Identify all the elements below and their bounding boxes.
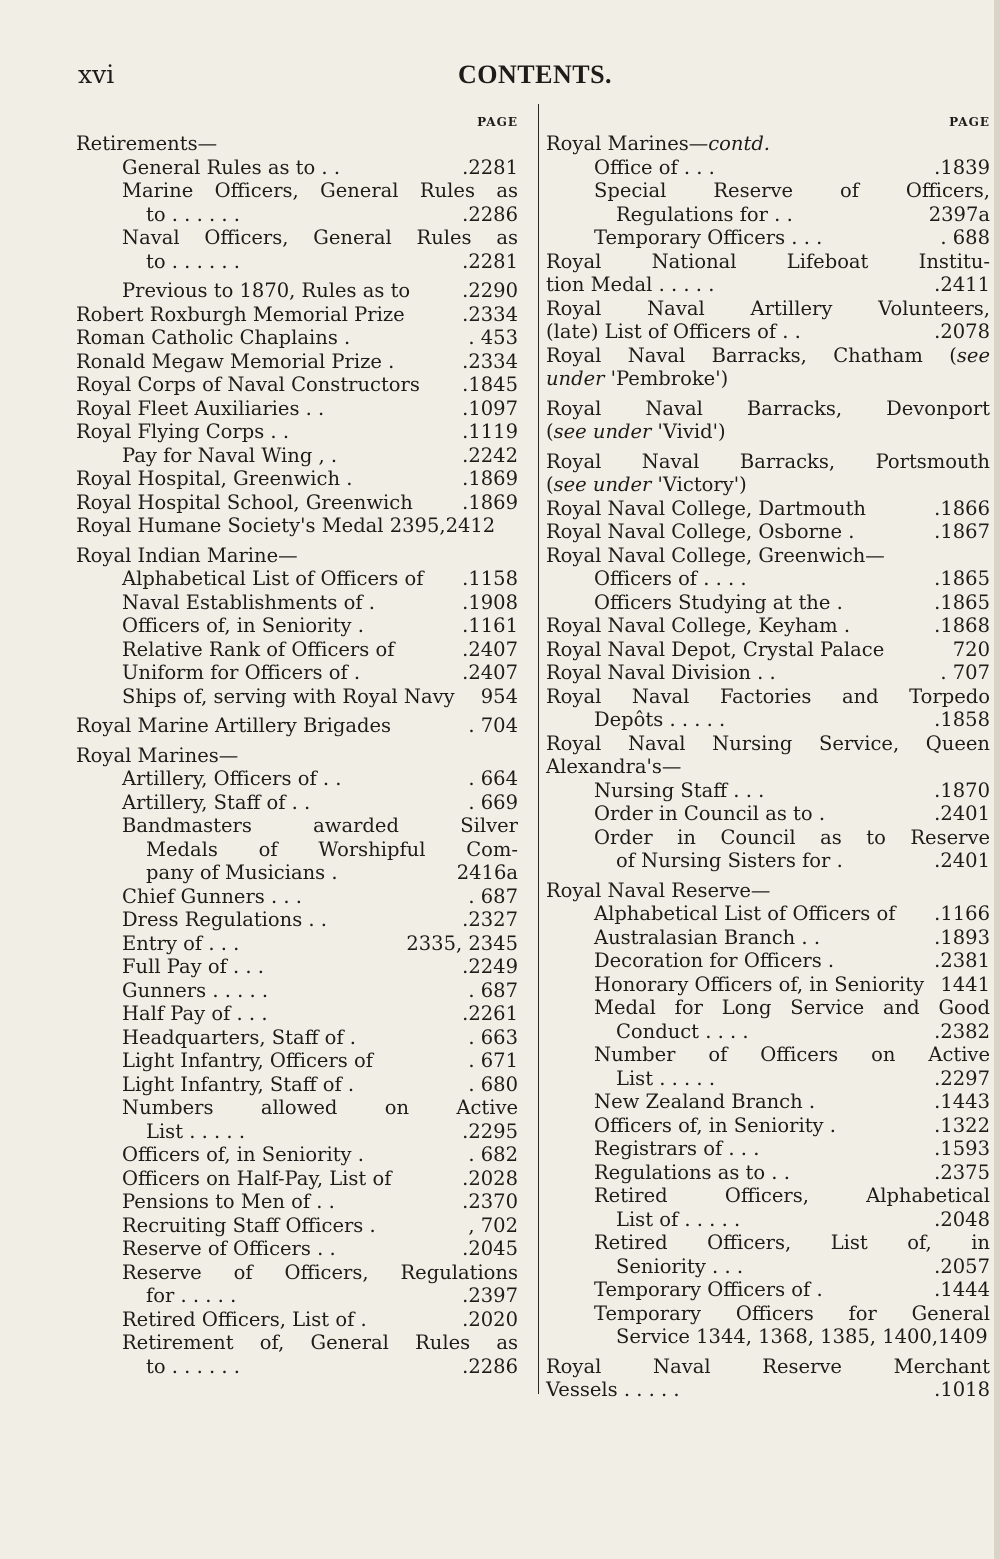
entry-text: Uniform for Officers of . bbox=[122, 661, 361, 684]
index-entry bbox=[76, 226, 518, 250]
entry-page-number: .2334 bbox=[462, 349, 518, 373]
entry-text: to . . . . . . bbox=[146, 249, 240, 273]
entry-text: to . . . . . . bbox=[146, 1354, 240, 1378]
entry-page-number: .2375 bbox=[934, 1160, 990, 1184]
entry-page-number: .1097 bbox=[462, 396, 518, 420]
entry-page-number: .2242 bbox=[462, 443, 518, 467]
index-entry bbox=[76, 591, 518, 615]
entry-text: Alphabetical List of Officers of bbox=[122, 567, 424, 590]
index-entry bbox=[546, 297, 990, 321]
index-entry bbox=[76, 467, 518, 491]
entry-text: for . . . . . bbox=[146, 1284, 237, 1307]
entry-text: Retired Officers, List of . bbox=[122, 1307, 367, 1331]
entry-page-number: . 671 bbox=[468, 1049, 518, 1072]
entry-page-number: .2381 bbox=[934, 949, 990, 972]
index-entry bbox=[546, 849, 990, 873]
index-entry bbox=[546, 826, 990, 850]
index-entry bbox=[546, 1020, 990, 1044]
entry-text: Ronald Megaw Memorial Prize . bbox=[76, 349, 395, 373]
entry-page-number: .2401 bbox=[934, 802, 990, 825]
entry-text: Royal Naval College, Keyham . bbox=[546, 614, 851, 637]
index-entry bbox=[76, 444, 518, 468]
index-entry bbox=[76, 326, 518, 350]
entry-text: Royal Naval Barracks, Chatham (see bbox=[546, 343, 990, 367]
entry-text: Royal Hospital School, Greenwich bbox=[76, 490, 413, 514]
index-entry bbox=[546, 544, 990, 568]
entry-text: Dress Regulations . . bbox=[122, 908, 328, 931]
entry-page-number: 2397a bbox=[928, 202, 990, 226]
index-entry bbox=[546, 250, 990, 274]
index-entry bbox=[76, 661, 518, 685]
entry-text: Royal Naval Factories and Torpedo bbox=[546, 684, 990, 708]
entry-text: Office of . . . bbox=[594, 155, 715, 179]
index-entry bbox=[76, 250, 518, 274]
index-entry bbox=[76, 373, 518, 397]
entry-text: Royal Naval College, Dartmouth bbox=[546, 496, 866, 520]
entry-text: Temporary Officers for General bbox=[594, 1301, 990, 1325]
index-entry bbox=[76, 1331, 518, 1355]
entry-page-number: .1868 bbox=[934, 614, 990, 637]
entry-text: Royal National Lifeboat Institu- bbox=[546, 249, 990, 273]
entry-text: Chief Gunners . . . bbox=[122, 884, 302, 908]
entry-page-number: .1908 bbox=[462, 590, 518, 614]
index-entry bbox=[546, 179, 990, 203]
entry-text: Vessels . . . . . bbox=[546, 1378, 680, 1401]
entry-page-number: .2327 bbox=[462, 908, 518, 931]
index-entry bbox=[76, 791, 518, 815]
entry-text: Retired Officers, Alphabetical bbox=[594, 1184, 990, 1207]
index-entry bbox=[546, 473, 990, 497]
entry-text: Naval Establishments of . bbox=[122, 590, 375, 614]
index-entry bbox=[546, 591, 990, 615]
index-entry bbox=[546, 1114, 990, 1138]
entry-page-number: .1869 bbox=[462, 467, 518, 490]
entry-text: Retired Officers, List of, in bbox=[594, 1231, 990, 1254]
entry-text: Bandmasters awarded Silver bbox=[122, 814, 518, 837]
entry-page-number: .1443 bbox=[934, 1090, 990, 1113]
index-entry bbox=[546, 450, 990, 474]
index-entry bbox=[546, 1355, 990, 1379]
index-entry bbox=[546, 902, 990, 926]
entry-page-number: .1869 bbox=[462, 490, 518, 514]
index-entry bbox=[76, 638, 518, 662]
entry-page-number: .2334 bbox=[462, 302, 518, 326]
entry-page-number: .2281 bbox=[462, 249, 518, 273]
index-entry bbox=[546, 614, 990, 638]
index-entry bbox=[76, 156, 518, 180]
entry-page-number: . 704 bbox=[468, 714, 518, 737]
entry-text: Royal Fleet Auxiliaries . . bbox=[76, 396, 325, 420]
entry-text: Officers Studying at the . bbox=[594, 590, 843, 614]
entry-text: Order in Council as to . bbox=[594, 802, 826, 825]
index-entry bbox=[546, 1208, 990, 1232]
index-entry bbox=[546, 497, 990, 521]
entry-text: Officers on Half-Pay, List of bbox=[122, 1166, 392, 1190]
entry-page-number: .1166 bbox=[934, 902, 990, 925]
index-entry bbox=[76, 1120, 518, 1144]
index-entry bbox=[76, 979, 518, 1003]
entry-page-number: .2382 bbox=[934, 1019, 990, 1043]
index-entry bbox=[76, 1261, 518, 1285]
entry-page-number: .1845 bbox=[462, 373, 518, 396]
index-entry bbox=[76, 279, 518, 303]
entry-text: Retirements— bbox=[76, 132, 218, 155]
entry-page-number: .2411 bbox=[934, 273, 990, 296]
index-entry bbox=[76, 350, 518, 374]
entry-text: Gunners . . . . . bbox=[122, 978, 269, 1002]
index-entry bbox=[76, 544, 518, 568]
entry-text: Officers of, in Seniority . bbox=[122, 1143, 364, 1166]
index-entry bbox=[546, 420, 990, 444]
entry-text: Royal Naval Barracks, Devonport bbox=[546, 396, 990, 420]
entry-text: Medal for Long Service and Good bbox=[594, 996, 990, 1019]
entry-text: Royal Marines—contd. bbox=[546, 132, 771, 155]
index-entry bbox=[546, 1161, 990, 1185]
index-entry bbox=[546, 1278, 990, 1302]
entry-page-number: 2416a bbox=[456, 861, 518, 884]
entry-page-number: .1593 bbox=[934, 1137, 990, 1160]
entry-text: Entry of . . . bbox=[122, 931, 240, 955]
index-entry bbox=[76, 1167, 518, 1191]
right-column bbox=[546, 112, 990, 1402]
index-entry bbox=[76, 567, 518, 591]
entry-text: General Rules as to . . bbox=[122, 155, 341, 179]
entry-text: Honorary Officers of, in Seniority bbox=[594, 972, 925, 996]
entry-text: Regulations for . . bbox=[616, 202, 793, 226]
entry-text: (see under 'Victory') bbox=[546, 473, 747, 496]
entry-text: Royal Marines— bbox=[76, 743, 239, 767]
entry-page-number: .2407 bbox=[462, 637, 518, 661]
entry-text: to . . . . . . bbox=[146, 202, 240, 226]
entry-text: Service 1344, 1368, 1385, 1400,1409 bbox=[616, 1325, 988, 1348]
index-entry bbox=[546, 1378, 990, 1402]
entry-page-number: .2401 bbox=[934, 849, 990, 872]
index-entry bbox=[76, 885, 518, 909]
entry-page-number: .1893 bbox=[934, 925, 990, 949]
index-entry bbox=[546, 520, 990, 544]
entry-page-number: .2286 bbox=[462, 1354, 518, 1378]
index-entry bbox=[546, 273, 990, 297]
entry-page-number: 954 bbox=[480, 684, 518, 708]
index-entry bbox=[546, 949, 990, 973]
index-entry bbox=[76, 1049, 518, 1073]
entry-text: Decoration for Officers . bbox=[594, 949, 835, 972]
entry-text: Marine Officers, General Rules as bbox=[122, 179, 518, 202]
index-entry bbox=[546, 996, 990, 1020]
page-title: CONTENTS. bbox=[458, 60, 613, 89]
entry-text: Retirement of, General Rules as bbox=[122, 1331, 518, 1354]
entry-page-number: .1866 bbox=[934, 496, 990, 520]
index-entry bbox=[76, 614, 518, 638]
index-entry bbox=[76, 1096, 518, 1120]
entry-page-number: .2020 bbox=[462, 1307, 518, 1331]
entry-text: Royal Flying Corps . . bbox=[76, 420, 290, 443]
entry-page-number: .2370 bbox=[462, 1190, 518, 1213]
entry-page-number: . 453 bbox=[468, 326, 518, 349]
entry-text: Order in Council as to Reserve bbox=[594, 825, 990, 849]
index-entry bbox=[546, 567, 990, 591]
index-entry bbox=[76, 908, 518, 932]
index-entry bbox=[546, 879, 990, 903]
entry-text: (see under 'Vivid') bbox=[546, 420, 726, 443]
entry-text: Royal Naval Depot, Crystal Palace bbox=[546, 637, 885, 661]
entry-page-number: . 688 bbox=[940, 226, 990, 249]
index-entry bbox=[76, 203, 518, 227]
index-entry bbox=[546, 1090, 990, 1114]
index-entry bbox=[76, 767, 518, 791]
entry-page-number: .1158 bbox=[462, 567, 518, 590]
entry-text: List . . . . . bbox=[146, 1119, 246, 1143]
index-entry bbox=[546, 802, 990, 826]
index-entry bbox=[546, 779, 990, 803]
index-entry bbox=[546, 1184, 990, 1208]
entry-text: Nursing Staff . . . bbox=[594, 778, 765, 802]
entry-text: Royal Naval Reserve— bbox=[546, 878, 771, 902]
index-entry bbox=[76, 814, 518, 838]
entry-text: Medals of Worshipful Com- bbox=[146, 837, 518, 861]
entry-page-number: .2297 bbox=[934, 1066, 990, 1090]
index-entry bbox=[546, 367, 990, 391]
entry-page-number: .1870 bbox=[934, 778, 990, 802]
entry-text: Pensions to Men of . . bbox=[122, 1190, 335, 1213]
index-entry bbox=[546, 1043, 990, 1067]
entry-page-number: .2261 bbox=[462, 1002, 518, 1025]
entry-text: Royal Naval College, Greenwich— bbox=[546, 543, 885, 567]
index-entry bbox=[76, 1143, 518, 1167]
entry-page-number: .2281 bbox=[462, 155, 518, 179]
entry-page-number: . 707 bbox=[940, 661, 990, 684]
entry-text: Headquarters, Staff of . bbox=[122, 1025, 356, 1049]
index-entry bbox=[546, 755, 990, 779]
index-entry bbox=[546, 685, 990, 709]
entry-page-number: .2290 bbox=[462, 279, 518, 302]
index-entry bbox=[546, 1302, 990, 1326]
entry-text: Depôts . . . . . bbox=[594, 708, 726, 731]
entry-text: Royal Indian Marine— bbox=[76, 543, 298, 567]
entry-text: Pay for Naval Wing , . bbox=[122, 443, 338, 467]
index-entry bbox=[546, 661, 990, 685]
entry-page-number: .1322 bbox=[934, 1113, 990, 1137]
right-index-entries bbox=[546, 132, 990, 1402]
entry-text: Royal Hospital, Greenwich . bbox=[76, 467, 353, 490]
entry-text: Numbers allowed on Active bbox=[122, 1096, 518, 1119]
entry-text: Temporary Officers of . bbox=[594, 1278, 823, 1301]
entry-page-number: .2397 bbox=[462, 1284, 518, 1307]
entry-text: Registrars of . . . bbox=[594, 1137, 760, 1160]
index-entry bbox=[76, 685, 518, 709]
entry-page-number: .1865 bbox=[934, 590, 990, 614]
entry-text: Officers of . . . . bbox=[594, 567, 747, 590]
entry-text: Royal Marine Artillery Brigades bbox=[76, 714, 391, 737]
index-entry bbox=[546, 156, 990, 180]
index-entry bbox=[76, 1237, 518, 1261]
entry-text: Royal Humane Society's Medal 2395,2412 bbox=[76, 514, 496, 537]
index-entry bbox=[546, 1325, 990, 1349]
index-entry bbox=[76, 1308, 518, 1332]
page-column-label: PAGE bbox=[949, 115, 990, 129]
index-entry bbox=[76, 132, 518, 156]
entry-text: Relative Rank of Officers of bbox=[122, 637, 395, 661]
index-entry bbox=[76, 1214, 518, 1238]
entry-page-number: .1867 bbox=[934, 520, 990, 543]
entry-page-number: . 687 bbox=[468, 978, 518, 1002]
entry-text: New Zealand Branch . bbox=[594, 1090, 816, 1113]
index-entry bbox=[546, 397, 990, 421]
entry-text: Special Reserve of Officers, bbox=[594, 179, 990, 202]
entry-text: Officers of, in Seniority . bbox=[122, 614, 364, 637]
entry-page-number: .2045 bbox=[462, 1237, 518, 1260]
index-entry bbox=[546, 344, 990, 368]
column-divider bbox=[538, 104, 539, 1394]
index-entry bbox=[546, 708, 990, 732]
entry-text: Royal Naval Barracks, Portsmouth bbox=[546, 449, 990, 473]
entry-page-number: . 682 bbox=[468, 1143, 518, 1166]
entry-text: Full Pay of . . . bbox=[122, 955, 264, 978]
index-entry bbox=[76, 955, 518, 979]
entry-page-number: .1119 bbox=[462, 420, 518, 443]
entry-page-number: .1858 bbox=[934, 708, 990, 731]
entry-text: Royal Corps of Naval Constructors bbox=[76, 373, 420, 396]
entry-text: (late) List of Officers of . . bbox=[546, 320, 801, 343]
entry-text: Regulations as to . . bbox=[594, 1160, 790, 1184]
entry-text: Reserve of Officers . . bbox=[122, 1237, 336, 1260]
index-entry bbox=[76, 1355, 518, 1379]
index-entry bbox=[76, 932, 518, 956]
entry-page-number: .2295 bbox=[462, 1119, 518, 1143]
left-column bbox=[76, 112, 518, 1378]
entry-text: Roman Catholic Chaplains . bbox=[76, 326, 351, 349]
index-entry bbox=[76, 491, 518, 515]
entry-text: Half Pay of . . . bbox=[122, 1002, 268, 1025]
entry-text: Recruiting Staff Officers . bbox=[122, 1213, 376, 1237]
index-entry bbox=[546, 1231, 990, 1255]
entry-text: under 'Pembroke') bbox=[546, 367, 729, 390]
entry-text: Alexandra's— bbox=[546, 755, 682, 778]
entry-page-number: . 663 bbox=[468, 1025, 518, 1049]
entry-text: Conduct . . . . bbox=[616, 1019, 749, 1043]
entry-page-number: . 669 bbox=[468, 790, 518, 814]
index-entry bbox=[546, 973, 990, 997]
entry-text: Ships of, serving with Royal Navy bbox=[122, 684, 455, 708]
entry-text: Temporary Officers . . . bbox=[594, 226, 823, 249]
index-entry bbox=[76, 838, 518, 862]
entry-page-number: .2048 bbox=[934, 1207, 990, 1231]
index-entry bbox=[546, 1137, 990, 1161]
entry-page-number: 720 bbox=[952, 637, 990, 661]
entry-text: Naval Officers, General Rules as bbox=[122, 226, 518, 249]
entry-page-number: .1018 bbox=[934, 1378, 990, 1401]
index-entry bbox=[546, 1067, 990, 1091]
entry-text: Number of Officers on Active bbox=[594, 1043, 990, 1066]
entry-text: tion Medal . . . . . bbox=[546, 273, 715, 296]
index-entry bbox=[546, 638, 990, 662]
entry-text: Royal Naval Division . . bbox=[546, 661, 776, 684]
index-entry bbox=[76, 744, 518, 768]
index-entry bbox=[546, 320, 990, 344]
index-entry bbox=[546, 226, 990, 250]
entry-text: Seniority . . . bbox=[616, 1254, 744, 1278]
entry-text: Artillery, Officers of . . bbox=[122, 767, 342, 790]
index-entry bbox=[76, 303, 518, 327]
entry-page-number: .2057 bbox=[934, 1254, 990, 1278]
entry-text: List of . . . . . bbox=[616, 1207, 741, 1231]
page-column-label: PAGE bbox=[477, 115, 518, 129]
index-entry bbox=[76, 1190, 518, 1214]
entry-text: Royal Naval Artillery Volunteers, bbox=[546, 296, 990, 320]
index-entry bbox=[546, 132, 990, 156]
entry-text: Australasian Branch . . bbox=[594, 925, 821, 949]
entry-text: Previous to 1870, Rules as to bbox=[122, 279, 411, 302]
entry-text: List . . . . . bbox=[616, 1066, 716, 1090]
entry-page-number: .2249 bbox=[462, 955, 518, 978]
entry-text: Royal Naval Nursing Service, Queen bbox=[546, 731, 990, 755]
entry-text: Royal Naval Reserve Merchant bbox=[546, 1354, 990, 1378]
entry-page-number: 1441 bbox=[940, 972, 990, 996]
entry-page-number: . 687 bbox=[468, 884, 518, 908]
entry-page-number: . 680 bbox=[468, 1072, 518, 1096]
entry-text: Robert Roxburgh Memorial Prize bbox=[76, 302, 405, 326]
entry-page-number: .1444 bbox=[934, 1278, 990, 1301]
entry-page-number: 2335, 2345 bbox=[406, 931, 518, 955]
entry-text: Reserve of Officers, Regulations bbox=[122, 1260, 518, 1284]
entry-page-number: .1865 bbox=[934, 567, 990, 590]
entry-text: Artillery, Staff of . . bbox=[122, 790, 311, 814]
entry-page-number: .2028 bbox=[462, 1166, 518, 1190]
entry-text: of Nursing Sisters for . bbox=[616, 849, 843, 872]
entry-text: Light Infantry, Staff of . bbox=[122, 1072, 355, 1096]
index-entry bbox=[76, 714, 518, 738]
entry-text: Alphabetical List of Officers of bbox=[594, 902, 896, 925]
index-entry bbox=[76, 861, 518, 885]
index-entry bbox=[546, 1255, 990, 1279]
index-entry bbox=[76, 1002, 518, 1026]
entry-text: Officers of, in Seniority . bbox=[594, 1113, 836, 1137]
entry-page-number: .1839 bbox=[934, 155, 990, 179]
left-index-entries bbox=[76, 132, 518, 1378]
index-entry bbox=[546, 732, 990, 756]
index-entry bbox=[546, 203, 990, 227]
entry-page-number: .1161 bbox=[462, 614, 518, 637]
page-number: xvi bbox=[78, 60, 115, 89]
entry-page-number: . 664 bbox=[468, 767, 518, 790]
index-entry bbox=[76, 514, 518, 538]
page-edge bbox=[994, 0, 1000, 1559]
index-entry bbox=[76, 420, 518, 444]
entry-text: Royal Naval College, Osborne . bbox=[546, 520, 855, 543]
entry-page-number: .2407 bbox=[462, 661, 518, 684]
entry-page-number: , 702 bbox=[468, 1213, 518, 1237]
entry-text: Light Infantry, Officers of bbox=[122, 1049, 373, 1072]
index-entry bbox=[76, 179, 518, 203]
entry-text: pany of Musicians . bbox=[146, 861, 338, 884]
index-entry bbox=[546, 926, 990, 950]
index-entry bbox=[76, 1284, 518, 1308]
index-entry bbox=[76, 1073, 518, 1097]
index-entry bbox=[76, 397, 518, 421]
entry-page-number: .2078 bbox=[934, 320, 990, 343]
entry-page-number: .2286 bbox=[462, 202, 518, 226]
index-entry bbox=[76, 1026, 518, 1050]
